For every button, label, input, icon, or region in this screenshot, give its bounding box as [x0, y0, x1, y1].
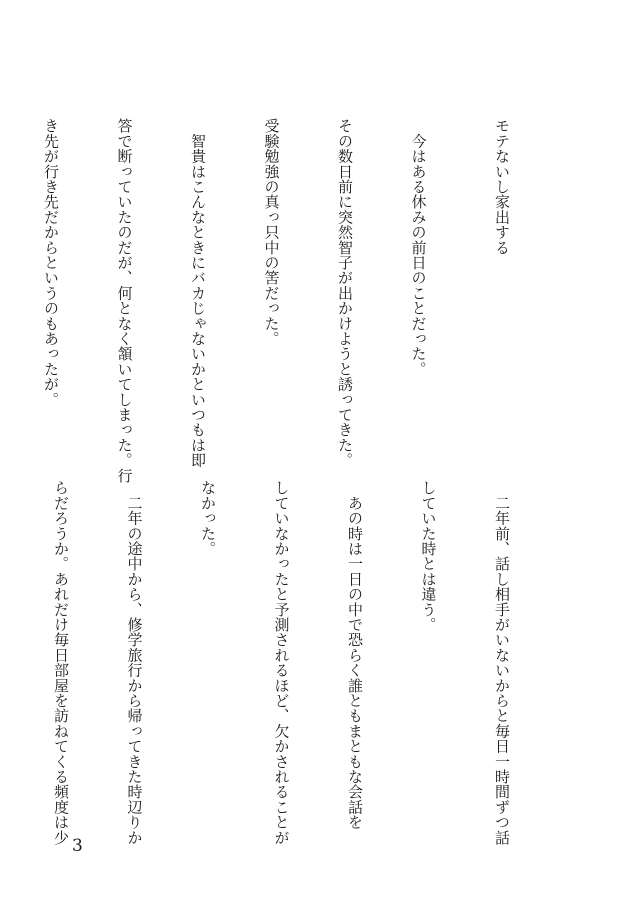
text-column: らだろうか。あれだけ毎日部屋を訪ねてくる頻度は少: [52, 480, 70, 845]
text-column: き先が行き先だからというのもあったが。: [42, 118, 60, 407]
text-column: 二年前、話し相手がいないからと毎日一時間ずつ話: [493, 480, 511, 845]
chapter-title: モテないし家出する: [493, 118, 511, 255]
text-column: 二年の途中から、修学旅行から帰ってきた時辺りか: [125, 480, 144, 845]
text-column: 今はある休みの前日のことだった。: [409, 118, 428, 377]
text-column: なかった。: [199, 480, 217, 556]
upper-text-block: [0, 118, 563, 483]
page-number: 3: [72, 836, 83, 856]
text-column: していなかったと予測されるほど、欠かされることが: [272, 480, 291, 845]
text-column: 答で断っていたのだが、何となく頷いてしまった。行: [115, 118, 134, 483]
text-column: していた時とは違う。: [419, 480, 438, 632]
text-column: 智貴はこんなときにバカじゃないかといつもは即: [189, 118, 207, 468]
lower-text-block: [0, 480, 563, 845]
text-column: その数日前に突然智子が出かけようと誘ってきた。: [336, 118, 354, 468]
text-column: あの時は一日の中で恐らく誰ともまともな会話を: [346, 480, 364, 830]
text-column: 受験勉強の真っ只中の筈だった。: [262, 118, 281, 346]
